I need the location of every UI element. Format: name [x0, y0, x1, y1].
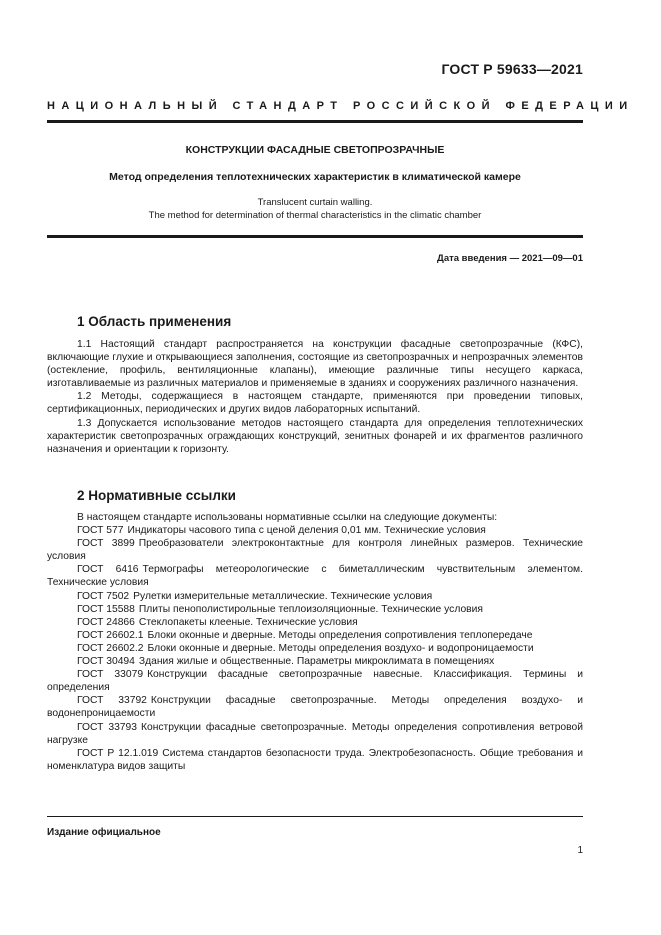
- reference-title: Термографы метеорологические с биметаллическим чувствительным элементом. Технические условия: [47, 564, 583, 589]
- reference-item: [47, 747, 583, 773]
- reference-code: ГОСТ 26602.2: [77, 642, 144, 654]
- reference-title: Конструкции фасадные светопрозрачные навесные. Классификация. Термины и определения: [47, 669, 583, 694]
- reference-title: Стеклопакеты клееные. Технические условия: [138, 616, 358, 628]
- reference-code: ГОСТ 6416: [77, 564, 139, 576]
- reference-item: [47, 721, 583, 747]
- reference-item: [47, 668, 583, 694]
- reference-item: [47, 537, 583, 563]
- paragraph-1-3: 1.3 Допускается использование методов настоящего стандарта для определения теплотехнических характеристик светопрозрачных ограждающих конструкций, зенитных фонарей и их фрагментов различного назначения и ориентации к горизонту.: [47, 417, 583, 455]
- national-standard-banner: НАЦИОНАЛЬНЫЙ СТАНДАРТ РОССИЙСКОЙ ФЕДЕРАЦИИ: [47, 100, 634, 112]
- reference-code: ГОСТ 33792: [77, 695, 147, 707]
- reference-code: ГОСТ 26602.1: [77, 629, 144, 641]
- reference-title: Здания жилые и общественные. Параметры микроклимата в помещениях: [138, 656, 495, 668]
- document-subtitle: Метод определения теплотехнических характеристик в климатической камере: [109, 171, 521, 183]
- reference-title: Рулетки измерительные металлические. Технические условия: [133, 590, 433, 602]
- page-number: 1: [577, 845, 583, 856]
- reference-title: Конструкции фасадные светопрозрачные. Методы определения воздухо- и водонепроницаемости: [47, 695, 584, 720]
- reference-item: [47, 694, 583, 720]
- reference-title: Блоки оконные и дверные. Методы определения воздухо- и водопроницаемости: [147, 642, 534, 654]
- section-2-heading: 2 Нормативные ссылки: [77, 488, 236, 503]
- title-divider: [47, 235, 583, 238]
- top-divider: [47, 120, 583, 123]
- reference-code: ГОСТ 33079: [77, 669, 144, 681]
- english-title-line-1: Translucent curtain walling.: [257, 197, 373, 208]
- reference-item: [47, 616, 583, 629]
- english-title-line-2: The method for determination of thermal characteristics in the climatic chamber: [148, 210, 482, 221]
- reference-item: [47, 524, 583, 537]
- section-1-body: [47, 338, 583, 456]
- reference-code: ГОСТ 33793: [77, 721, 137, 733]
- reference-code: ГОСТ Р 12.1.019: [77, 747, 159, 759]
- reference-title: Система стандартов безопасности труда. Электробезопасность. Общие требования и номенклатура видов защиты: [47, 747, 584, 772]
- footer-divider: [47, 816, 583, 817]
- reference-item: [47, 629, 583, 642]
- references-intro: В настоящем стандарте использованы нормативные ссылки на следующие документы:: [77, 512, 498, 523]
- reference-title: Плиты пенополистирольные теплоизоляционные. Технические условия: [138, 603, 483, 615]
- reference-item: [47, 642, 583, 655]
- paragraph-1-2: 1.2 Методы, содержащиеся в настоящем стандарте, применяются при проведении типовых, сертификационных, периодических и других видов лабораторных испытаний.: [47, 391, 583, 416]
- english-title: [47, 196, 583, 222]
- reference-item: [47, 603, 583, 616]
- section-2-body: [47, 511, 583, 773]
- reference-title: Преобразователи электроконтактные для контроля линейных размеров. Технические условия: [47, 538, 583, 563]
- introduction-date: Дата введения — 2021—09—01: [437, 253, 583, 264]
- document-code: ГОСТ Р 59633—2021: [441, 61, 583, 77]
- document-title: КОНСТРУКЦИИ ФАСАДНЫЕ СВЕТОПРОЗРАЧНЫЕ: [185, 144, 445, 156]
- section-1-heading: 1 Область применения: [77, 314, 232, 329]
- reference-code: ГОСТ 7502: [77, 590, 130, 602]
- reference-title: Конструкции фасадные светопрозрачные. Методы определения сопротивления ветровой нагрузке: [47, 721, 583, 746]
- reference-item: [47, 655, 583, 668]
- reference-code: ГОСТ 24866: [77, 616, 135, 628]
- reference-code: ГОСТ 15588: [77, 603, 135, 615]
- reference-item: [47, 563, 583, 589]
- reference-code: ГОСТ 30494: [77, 656, 135, 668]
- reference-item: [47, 590, 583, 603]
- reference-code: ГОСТ 3899: [77, 538, 135, 550]
- reference-title: Блоки оконные и дверные. Методы определения сопротивления теплопередаче: [147, 629, 533, 641]
- paragraph-1-1: 1.1 Настоящий стандарт распространяется на конструкции фасадные светопрозрачные (КФС), включающие глухие и открывающиеся заполнения, состоящие из светопрозрачных и непрозрачных элементов (остекление, профиль, вентиляционные клапаны), имеющие различные типы несущего каркаса, изготавливаемые из различных материалов и применяемые в зданиях и сооружениях различного назначения.: [47, 339, 583, 390]
- edition-note: Издание официальное: [47, 827, 161, 838]
- reference-title: Индикаторы часового типа с ценой деления 0,01 мм. Технические условия: [127, 525, 486, 537]
- reference-code: ГОСТ 577: [77, 525, 124, 537]
